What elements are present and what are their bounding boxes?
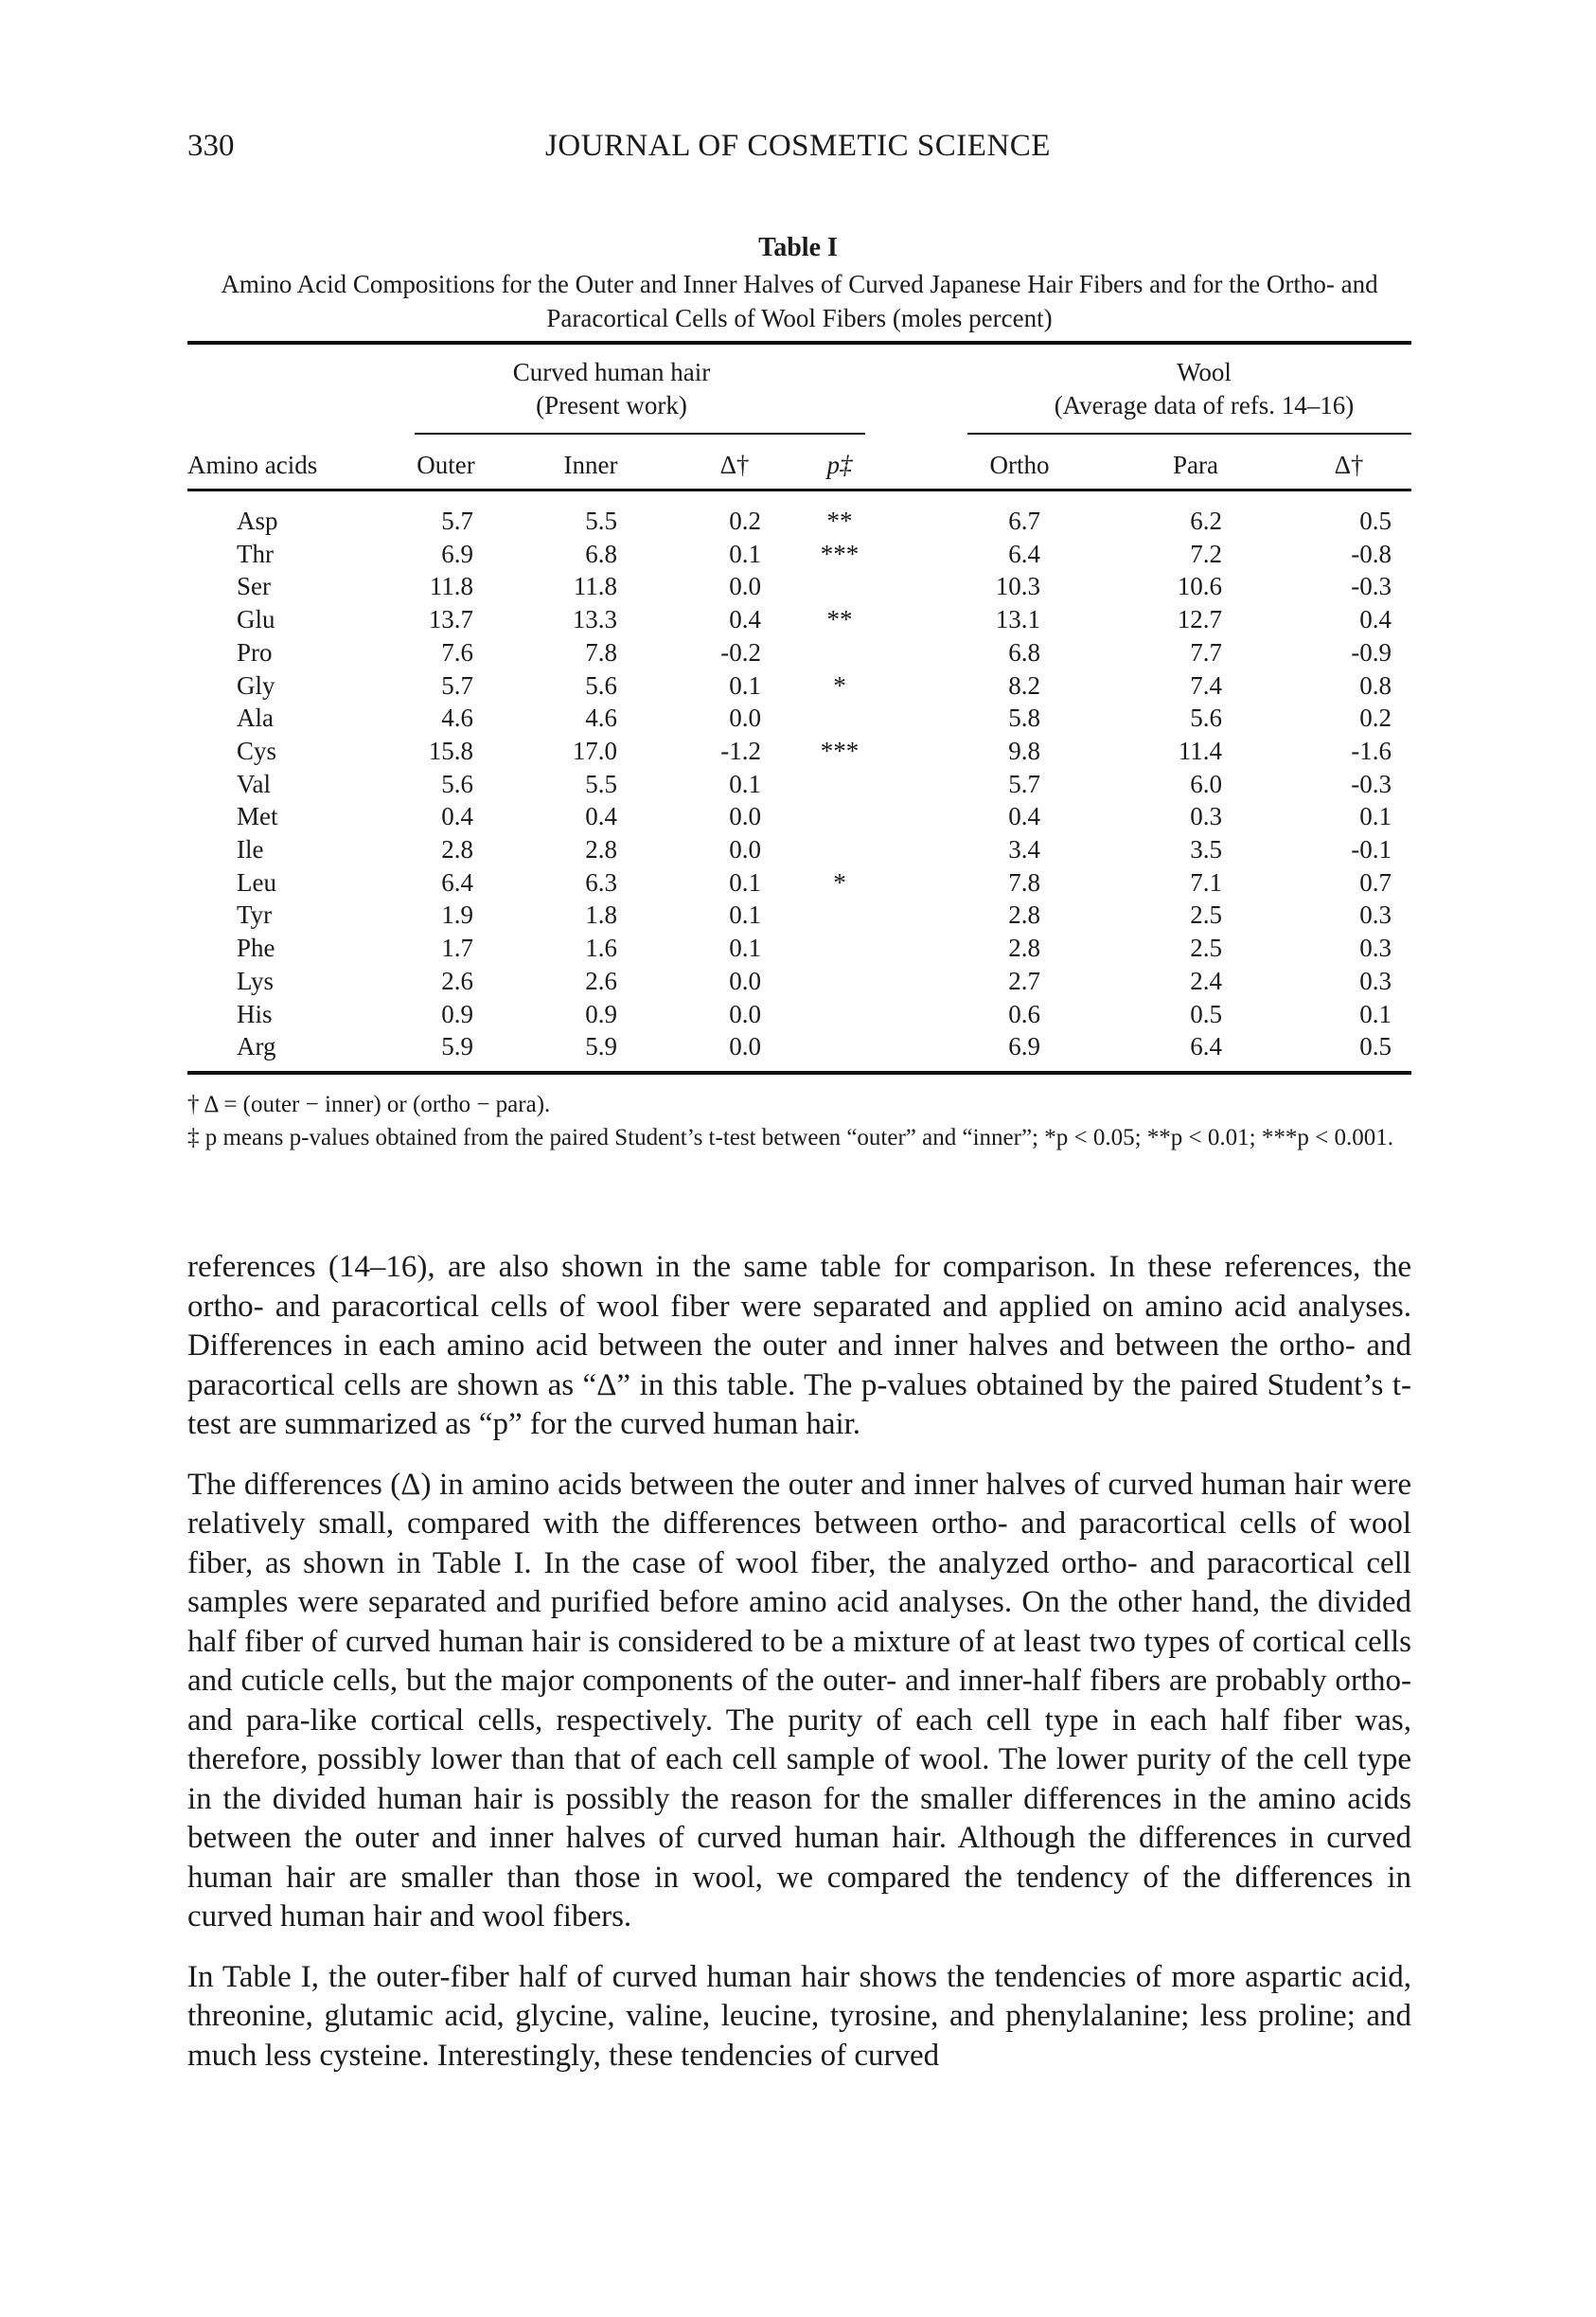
delta-wool-cell: 0.1 xyxy=(1359,802,1392,831)
delta-wool-cell: 0.3 xyxy=(1359,934,1392,963)
outer-cell: 15.8 xyxy=(428,736,473,765)
inner-cell: 6.8 xyxy=(585,539,617,568)
page-number: 330 xyxy=(187,129,235,163)
para-cell: 2.5 xyxy=(1190,934,1222,963)
group-rule-wool xyxy=(967,433,1411,435)
amino-acid-cell: Val xyxy=(237,769,271,798)
col-p-header: p‡ xyxy=(826,451,853,479)
amino-acid-cell: Ser xyxy=(237,572,271,601)
delta-wool-cell: -0.3 xyxy=(1351,769,1392,798)
inner-cell: 5.5 xyxy=(585,507,617,535)
ortho-cell: 10.3 xyxy=(995,572,1040,601)
amino-acid-cell: Leu xyxy=(237,867,276,897)
inner-cell: 7.8 xyxy=(585,637,617,667)
delta-wool-cell: 0.5 xyxy=(1359,507,1392,535)
inner-cell: 13.3 xyxy=(572,605,617,634)
paragraph: The differences (Δ) in amino acids between the outer and inner halves of curved human hair were relatively small, compared with the differences between ortho- and paracortical cells of wool fiber, as shown in Table I. In the case of wool fiber, the analyzed ortho- and paracortical cell samples were separated and purified before amino acid analyses. On the other hand, the divided half fiber of curved human hair is considered to be a mixture of at least two types of cortical cells and cuticle cells, but the major components of the outer- and inner-half fibers are probably ortho- and para-like cortical cells, respectively. The purity of each cell type in each half fiber was, therefore, possibly lower than that of each cell sample of wool. The lower purity of the cell type in the divided human hair is possibly the reason for the smaller differences in the amino acids between the outer and inner halves of curved human hair. Although the differences in curved human hair are smaller than those in wool, we compared the tendency of the differences in curved human hair and wool fibers. xyxy=(187,1467,1411,1934)
paragraph: references (14–16), are also shown in the same table for comparison. In these references, the ortho- and paracortical cells of wool fiber were separated and applied on amino acid analyses. Differences in each amino acid between the outer and inner halves and between the ortho- and paracortical cells are shown as “Δ” in this table. The p-values obtained by the paired Student’s t-test are summarized as “p” for the curved human hair. xyxy=(187,1250,1411,1441)
col-delta-wool-header: Δ† xyxy=(1334,451,1364,479)
para-cell: 7.4 xyxy=(1190,670,1222,700)
delta-hair-cell: 0.1 xyxy=(729,867,761,897)
delta-wool-cell: 0.1 xyxy=(1359,999,1392,1028)
table-caption: Amino Acid Compositions for the Outer and Inner Halves of Curved Japanese Hair Fibers and for the Ortho- and Paracortical Cells of Wool Fibers (moles percent) xyxy=(221,270,1378,332)
outer-cell: 5.7 xyxy=(441,670,473,700)
ortho-cell: 3.4 xyxy=(1008,835,1040,864)
delta-hair-cell: 0.0 xyxy=(729,802,761,831)
delta-wool-cell: -0.9 xyxy=(1351,637,1392,667)
col-delta-hair-header: Δ† xyxy=(719,451,750,479)
delta-hair-cell: 0.0 xyxy=(729,572,761,601)
delta-hair-cell: 0.1 xyxy=(729,900,761,930)
para-cell: 5.6 xyxy=(1190,704,1222,733)
delta-wool-cell: -0.8 xyxy=(1351,539,1392,568)
amino-acid-cell: Phe xyxy=(237,934,275,963)
ortho-cell: 6.8 xyxy=(1008,637,1040,667)
ortho-cell: 13.1 xyxy=(995,605,1040,634)
inner-cell: 1.6 xyxy=(585,934,617,963)
delta-wool-cell: -1.6 xyxy=(1351,736,1392,765)
inner-cell: 2.6 xyxy=(585,966,617,995)
inner-cell: 5.6 xyxy=(585,670,617,700)
delta-hair-cell: 0.1 xyxy=(729,670,761,700)
inner-cell: 5.5 xyxy=(585,769,617,798)
para-cell: 0.3 xyxy=(1190,802,1222,831)
para-cell: 7.7 xyxy=(1190,637,1222,667)
outer-cell: 2.6 xyxy=(441,966,473,995)
para-cell: 6.4 xyxy=(1190,1032,1222,1061)
amino-acid-cell: Thr xyxy=(237,539,274,568)
outer-cell: 0.4 xyxy=(441,802,473,831)
inner-cell: 0.9 xyxy=(585,999,617,1028)
body-text xyxy=(187,1248,1411,2096)
delta-hair-cell: 0.0 xyxy=(729,1032,761,1061)
outer-cell: 5.9 xyxy=(441,1032,473,1061)
group-subheader-hair: (Present work) xyxy=(536,391,687,419)
delta-hair-cell: 0.4 xyxy=(729,605,761,634)
ortho-cell: 6.4 xyxy=(1008,539,1040,568)
ortho-cell: 0.6 xyxy=(1008,999,1040,1028)
amino-acid-cell: His xyxy=(237,999,273,1028)
amino-acid-cell: Gly xyxy=(237,670,275,700)
delta-wool-cell: 0.3 xyxy=(1359,966,1392,995)
group-subheader-wool: (Average data of refs. 14–16) xyxy=(1054,391,1355,419)
amino-acid-cell: Tyr xyxy=(237,900,273,930)
delta-wool-cell: 0.5 xyxy=(1359,1032,1392,1061)
outer-cell: 1.7 xyxy=(441,934,473,963)
delta-wool-cell: 0.4 xyxy=(1359,605,1392,634)
outer-cell: 1.9 xyxy=(441,900,473,930)
outer-cell: 6.9 xyxy=(441,539,473,568)
footnote-p: ‡ p means p-values obtained from the paired Student’s t-test between “outer” and “inner”; *p < 0.05; **p < 0.01; ***p < 0.001. xyxy=(187,1125,1393,1150)
outer-cell: 0.9 xyxy=(441,999,473,1028)
p-value-cell: *** xyxy=(820,539,860,568)
amino-acid-cell: Cys xyxy=(237,736,277,765)
inner-cell: 5.9 xyxy=(585,1032,617,1061)
para-cell: 7.1 xyxy=(1190,867,1222,897)
delta-hair-cell: 0.2 xyxy=(729,507,761,535)
delta-hair-cell: 0.0 xyxy=(729,704,761,733)
outer-cell: 13.7 xyxy=(428,605,473,634)
amino-acid-cell: Arg xyxy=(237,1032,276,1061)
ortho-cell: 8.2 xyxy=(1008,670,1040,700)
delta-hair-cell: 0.1 xyxy=(729,934,761,963)
amino-acid-cell: Ile xyxy=(237,835,264,864)
paragraph: In Table I, the outer-fiber half of curved human hair shows the tendencies of more aspartic acid, threonine, glutamic acid, glycine, valine, leucine, tyrosine, and phenylalanine; less proline; and much less cysteine. Interestingly, these tendencies of curved xyxy=(187,1959,1411,2073)
delta-hair-cell: 0.1 xyxy=(729,539,761,568)
ortho-cell: 2.7 xyxy=(1008,966,1040,995)
inner-cell: 2.8 xyxy=(585,835,617,864)
inner-cell: 11.8 xyxy=(573,572,617,601)
inner-cell: 1.8 xyxy=(585,900,617,930)
col-outer-header: Outer xyxy=(417,451,475,479)
para-cell: 6.0 xyxy=(1190,769,1222,798)
delta-hair-cell: -1.2 xyxy=(720,736,761,765)
col-ortho-header: Ortho xyxy=(989,451,1050,479)
delta-hair-cell: 0.1 xyxy=(729,769,761,798)
delta-hair-cell: 0.0 xyxy=(729,999,761,1028)
col-inner-header: Inner xyxy=(563,451,618,479)
p-value-cell: ** xyxy=(826,507,853,535)
group-header-hair: Curved human hair xyxy=(512,358,711,386)
group-header-wool: Wool xyxy=(1177,358,1232,386)
ortho-cell: 2.8 xyxy=(1008,934,1040,963)
delta-hair-cell: 0.0 xyxy=(729,966,761,995)
ortho-cell: 5.7 xyxy=(1008,769,1040,798)
para-cell: 12.7 xyxy=(1177,605,1222,634)
amino-acid-cell: Ala xyxy=(237,704,274,733)
header-rule xyxy=(187,489,1411,491)
inner-cell: 0.4 xyxy=(585,802,617,831)
col-para-header: Para xyxy=(1173,451,1218,479)
delta-wool-cell: -0.3 xyxy=(1351,572,1392,601)
amino-acid-cell: Asp xyxy=(237,507,278,535)
para-cell: 11.4 xyxy=(1178,736,1222,765)
ortho-cell: 5.8 xyxy=(1008,704,1040,733)
ortho-cell: 6.7 xyxy=(1008,507,1040,535)
inner-cell: 6.3 xyxy=(585,867,617,897)
para-cell: 7.2 xyxy=(1190,539,1222,568)
p-value-cell: ** xyxy=(826,605,853,634)
ortho-cell: 2.8 xyxy=(1008,900,1040,930)
amino-acid-cell: Met xyxy=(237,802,278,831)
p-value-cell: *** xyxy=(820,736,860,765)
para-cell: 10.6 xyxy=(1177,572,1222,601)
ortho-cell: 7.8 xyxy=(1008,867,1040,897)
delta-hair-cell: -0.2 xyxy=(720,637,761,667)
amino-acid-cell: Glu xyxy=(237,605,275,634)
para-cell: 6.2 xyxy=(1190,507,1222,535)
para-cell: 2.5 xyxy=(1190,900,1222,930)
outer-cell: 4.6 xyxy=(441,704,473,733)
ortho-cell: 9.8 xyxy=(1008,736,1040,765)
delta-hair-cell: 0.0 xyxy=(729,835,761,864)
para-cell: 2.4 xyxy=(1190,966,1222,995)
group-rule-hair xyxy=(415,433,865,435)
outer-cell: 6.4 xyxy=(441,867,473,897)
ortho-cell: 0.4 xyxy=(1008,802,1040,831)
delta-wool-cell: 0.3 xyxy=(1359,900,1392,930)
outer-cell: 2.8 xyxy=(441,835,473,864)
amino-acid-cell: Lys xyxy=(237,966,275,995)
outer-cell: 7.6 xyxy=(441,637,473,667)
delta-wool-cell: 0.7 xyxy=(1359,867,1392,897)
inner-cell: 17.0 xyxy=(572,736,617,765)
outer-cell: 11.8 xyxy=(429,572,473,601)
para-cell: 0.5 xyxy=(1190,999,1222,1028)
p-value-cell: * xyxy=(833,670,846,700)
ortho-cell: 6.9 xyxy=(1008,1032,1040,1061)
col-amino-acids-header: Amino acids xyxy=(187,451,318,479)
table-bottom-rule xyxy=(187,1071,1411,1075)
outer-cell: 5.6 xyxy=(441,769,473,798)
running-header: JOURNAL OF COSMETIC SCIENCE xyxy=(545,129,1051,163)
delta-wool-cell: 0.2 xyxy=(1359,704,1392,733)
p-value-cell: * xyxy=(833,867,846,897)
delta-wool-cell: 0.8 xyxy=(1359,670,1392,700)
outer-cell: 5.7 xyxy=(441,507,473,535)
inner-cell: 4.6 xyxy=(585,704,617,733)
para-cell: 3.5 xyxy=(1190,835,1222,864)
delta-wool-cell: -0.1 xyxy=(1351,835,1392,864)
amino-acid-cell: Pro xyxy=(237,637,273,667)
table-title: Table I xyxy=(758,233,838,262)
footnote-delta: † Δ = (outer − inner) or (ortho − para). xyxy=(187,1092,551,1117)
table-top-rule xyxy=(187,341,1411,345)
